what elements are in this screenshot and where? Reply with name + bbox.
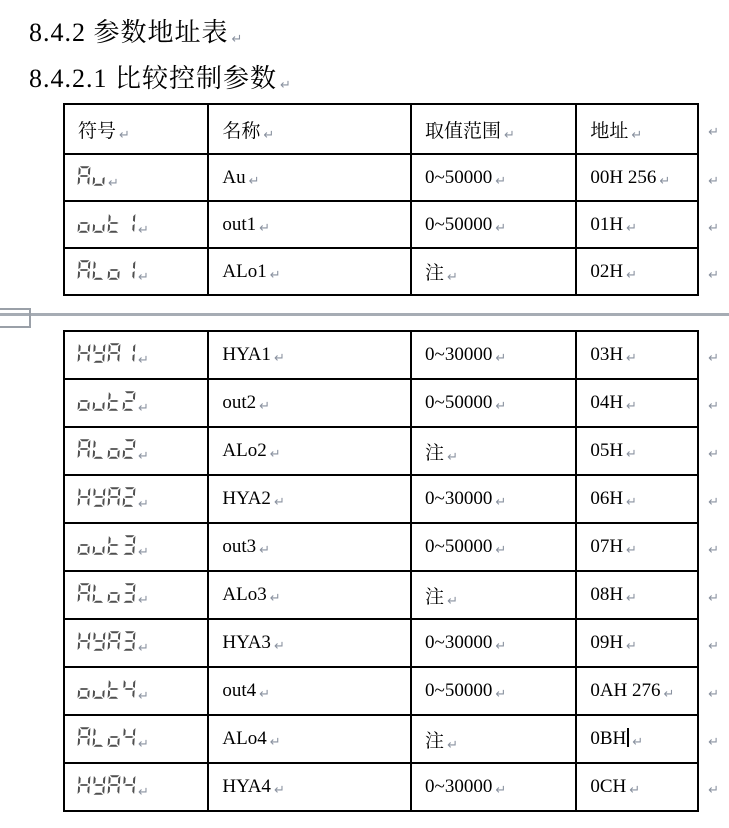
segment-char-Y <box>92 343 105 363</box>
segment-char-o <box>107 439 120 459</box>
paragraph-mark-icon: ↵ <box>504 127 515 143</box>
paragraph-mark-icon: ↵ <box>708 351 719 366</box>
segment-char-A <box>77 583 90 603</box>
paragraph-mark-icon: ↵ <box>629 783 641 798</box>
segment-char-Y <box>92 487 105 507</box>
paragraph-mark-icon: ↵ <box>263 127 275 143</box>
range-cell <box>411 379 576 427</box>
address-cell <box>576 523 698 571</box>
paragraph-mark-icon: ↵ <box>708 591 719 606</box>
address-cell <box>576 715 698 763</box>
paragraph-mark-icon: ↵ <box>269 735 281 750</box>
paragraph-mark-icon: ↵ <box>138 497 149 512</box>
address-text: 03H <box>590 344 624 365</box>
segment-char-t <box>107 679 120 699</box>
row-end-mark-cell <box>698 763 728 811</box>
segment-char-A <box>107 775 120 795</box>
paragraph-mark-icon: ↵ <box>708 543 719 558</box>
range-text: 注 <box>425 263 445 284</box>
row-end-mark-cell <box>698 715 728 763</box>
segment-char-u <box>92 535 105 555</box>
range-text: 0~30000 <box>425 488 493 509</box>
paragraph-mark-icon: ↵ <box>138 785 149 800</box>
text-cursor <box>627 728 629 747</box>
seven-segment-symbol <box>77 213 135 233</box>
segment-char-4 <box>122 727 135 747</box>
header-label: 符号 <box>78 120 117 142</box>
paragraph-mark-icon: ↵ <box>663 687 675 702</box>
paragraph-mark-icon: ↵ <box>269 591 281 606</box>
name-text: ALo3 <box>222 584 267 605</box>
symbol-cell <box>64 715 208 763</box>
address-text: 0BH <box>590 728 627 749</box>
row-end-mark-cell <box>698 201 728 248</box>
symbol-cell <box>64 201 208 248</box>
paragraph-mark-icon: ↵ <box>447 593 458 609</box>
address-text: 07H <box>590 536 624 557</box>
name-cell <box>208 331 411 379</box>
paragraph-mark-icon: ↵ <box>138 545 149 560</box>
range-cell <box>411 331 576 379</box>
name-cell <box>208 619 411 667</box>
seven-segment-symbol <box>77 775 135 795</box>
paragraph-mark-icon: ↵ <box>495 687 507 702</box>
paragraph-mark-icon: ↵ <box>632 735 644 750</box>
address-cell <box>576 379 698 427</box>
name-text: out2 <box>222 392 257 413</box>
name-cell <box>208 571 411 619</box>
paragraph-mark-icon: ↵ <box>495 220 507 236</box>
address-text: 08H <box>590 584 624 605</box>
paragraph-mark-icon: ↵ <box>259 399 271 414</box>
address-cell <box>576 667 698 715</box>
seven-segment-symbol <box>77 439 135 459</box>
table-row <box>64 619 728 667</box>
address-text: 02H <box>590 260 624 282</box>
seven-segment-symbol <box>77 583 135 603</box>
symbol-cell <box>64 619 208 667</box>
symbol-cell <box>64 523 208 571</box>
seven-segment-symbol <box>77 166 105 186</box>
header-row <box>64 104 728 154</box>
segment-char-A <box>77 439 90 459</box>
symbol-cell <box>64 331 208 379</box>
address-text: 0AH 276 <box>590 680 661 701</box>
segment-char-4 <box>122 775 135 795</box>
paragraph-mark-icon: ↵ <box>626 220 637 236</box>
name-cell <box>208 763 411 811</box>
seven-segment-symbol <box>77 260 135 280</box>
paragraph-mark-icon: ↵ <box>447 270 458 285</box>
row-end-mark-cell <box>698 331 728 379</box>
seven-segment-symbol <box>77 727 135 747</box>
seven-segment-symbol <box>77 631 135 651</box>
paragraph-mark-icon: ↵ <box>495 173 507 189</box>
range-cell <box>411 763 576 811</box>
symbol-cell <box>64 154 208 201</box>
name-text: Au <box>222 166 246 188</box>
paragraph-mark-icon: ↵ <box>269 267 281 283</box>
paragraph-mark-icon: ↵ <box>626 543 637 558</box>
paragraph-mark-icon: ↵ <box>495 543 507 558</box>
param-table-part1 <box>63 103 729 296</box>
symbol-cell <box>64 763 208 811</box>
paragraph-mark-icon: ↵ <box>626 267 637 283</box>
range-text: 0~50000 <box>425 166 493 188</box>
paragraph-mark-icon: ↵ <box>708 399 719 414</box>
paragraph-mark-icon: ↵ <box>138 641 149 656</box>
segment-char-L <box>92 260 105 280</box>
address-text: 05H <box>590 440 624 461</box>
segment-char-H <box>77 631 90 651</box>
paragraph-mark-icon: ↵ <box>273 639 285 654</box>
address-cell <box>576 331 698 379</box>
heading-text: 8.4.2.1 比较控制参数 <box>29 64 278 93</box>
heading-text: 8.4.2 参数地址表 <box>29 18 229 47</box>
range-text: 0~50000 <box>425 392 493 413</box>
range-cell <box>411 619 576 667</box>
segment-char-A <box>77 166 90 186</box>
seven-segment-symbol <box>77 679 135 699</box>
segment-char-H <box>77 343 90 363</box>
range-text: 注 <box>425 730 445 752</box>
paragraph-mark-icon: ↵ <box>708 783 719 798</box>
name-text: ALo2 <box>222 440 267 461</box>
paragraph-mark-icon: ↵ <box>138 689 149 704</box>
header-cell-symbol <box>64 104 208 154</box>
paragraph-mark-icon: ↵ <box>495 399 507 414</box>
page-margin-box-icon <box>0 308 31 328</box>
table-row <box>64 379 728 427</box>
table-row <box>64 715 728 763</box>
paragraph-mark-icon: ↵ <box>708 220 719 236</box>
segment-char-o <box>77 679 90 699</box>
seven-segment-symbol <box>77 391 135 411</box>
header-cell-name <box>208 104 411 154</box>
table-row <box>64 571 728 619</box>
name-text: ALo1 <box>222 260 267 282</box>
segment-char-u <box>92 166 105 186</box>
range-text: 注 <box>425 442 445 464</box>
address-cell <box>576 571 698 619</box>
header-label: 地址 <box>590 120 629 142</box>
range-cell <box>411 427 576 475</box>
name-cell <box>208 379 411 427</box>
table-body-part2 <box>64 331 728 811</box>
name-text: ALo4 <box>222 728 267 749</box>
symbol-cell <box>64 571 208 619</box>
paragraph-mark-icon: ↵ <box>495 783 507 798</box>
table-row <box>64 523 728 571</box>
row-end-mark-cell <box>698 619 728 667</box>
row-end-mark-cell <box>698 571 728 619</box>
range-text: 0~30000 <box>425 344 493 365</box>
range-cell <box>411 248 576 295</box>
address-text: 01H <box>590 213 624 235</box>
row-end-mark-cell <box>698 248 728 295</box>
paragraph-mark-icon: ↵ <box>626 495 637 510</box>
header-cell-range <box>411 104 576 154</box>
header-label: 取值范围 <box>425 120 502 142</box>
segment-char-1 <box>122 213 135 233</box>
table-body-part1 <box>64 154 728 295</box>
symbol-cell <box>64 667 208 715</box>
table-row <box>64 248 728 295</box>
segment-char-3 <box>122 535 135 555</box>
table-row <box>64 475 728 523</box>
paragraph-mark-icon: ↵ <box>231 32 244 47</box>
symbol-cell <box>64 379 208 427</box>
paragraph-mark-icon: ↵ <box>708 639 719 654</box>
name-cell <box>208 667 411 715</box>
heading-section-842 <box>29 12 243 49</box>
paragraph-mark-icon: ↵ <box>138 269 149 285</box>
name-text: HYA2 <box>222 488 271 509</box>
name-cell <box>208 427 411 475</box>
table-row <box>64 201 728 248</box>
segment-char-2 <box>122 487 135 507</box>
address-text: 0CH <box>590 776 627 797</box>
paragraph-mark-icon: ↵ <box>626 351 637 366</box>
range-text: 0~50000 <box>425 213 493 235</box>
segment-char-A <box>107 631 120 651</box>
range-text: 0~30000 <box>425 776 493 797</box>
row-end-mark-cell <box>698 154 728 201</box>
segment-char-L <box>92 727 105 747</box>
segment-char-L <box>92 439 105 459</box>
address-cell <box>576 427 698 475</box>
name-cell <box>208 248 411 295</box>
range-cell <box>411 201 576 248</box>
name-text: out1 <box>222 213 257 235</box>
name-text: out4 <box>222 680 257 701</box>
heading-section-8421 <box>29 58 292 95</box>
address-text: 06H <box>590 488 624 509</box>
row-end-mark-cell <box>698 667 728 715</box>
row-end-mark-cell <box>698 427 728 475</box>
paragraph-mark-icon: ↵ <box>447 449 458 465</box>
symbol-cell <box>64 248 208 295</box>
range-cell <box>411 715 576 763</box>
row-end-mark-cell <box>698 523 728 571</box>
name-text: HYA3 <box>222 632 271 653</box>
paragraph-mark-icon: ↵ <box>138 353 149 368</box>
header-label: 名称 <box>222 120 261 142</box>
paragraph-mark-icon: ↵ <box>273 783 285 798</box>
table-row <box>64 667 728 715</box>
paragraph-mark-icon: ↵ <box>273 495 285 510</box>
segment-char-2 <box>122 391 135 411</box>
range-text: 0~30000 <box>425 632 493 653</box>
segment-char-o <box>107 583 120 603</box>
symbol-cell <box>64 475 208 523</box>
segment-char-3 <box>122 631 135 651</box>
table-row <box>64 763 728 811</box>
table-row <box>64 427 728 475</box>
name-cell <box>208 475 411 523</box>
segment-char-1 <box>122 343 135 363</box>
seven-segment-symbol <box>77 487 135 507</box>
segment-char-u <box>92 679 105 699</box>
address-cell <box>576 154 698 201</box>
paragraph-mark-icon: ↵ <box>248 173 260 189</box>
header-cell-address <box>576 104 698 154</box>
paragraph-mark-icon: ↵ <box>708 267 719 283</box>
address-text: 04H <box>590 392 624 413</box>
address-cell <box>576 475 698 523</box>
paragraph-mark-icon: ↵ <box>708 447 719 462</box>
range-cell <box>411 154 576 201</box>
range-cell <box>411 475 576 523</box>
segment-char-A <box>107 487 120 507</box>
segment-char-2 <box>122 439 135 459</box>
segment-char-4 <box>122 679 135 699</box>
row-end-mark-icon: ↵ <box>708 125 719 140</box>
paragraph-mark-icon: ↵ <box>495 351 507 366</box>
paragraph-mark-icon: ↵ <box>447 737 458 753</box>
paragraph-mark-icon: ↵ <box>119 127 130 143</box>
paragraph-mark-icon: ↵ <box>626 639 637 654</box>
paragraph-mark-icon: ↵ <box>495 639 507 654</box>
name-cell <box>208 201 411 248</box>
seven-segment-symbol <box>77 343 135 363</box>
page-break-line-icon <box>0 313 729 316</box>
address-text: 09H <box>590 632 624 653</box>
address-cell <box>576 763 698 811</box>
segment-char-o <box>77 213 90 233</box>
range-text: 0~50000 <box>425 536 493 557</box>
row-end-mark-cell <box>698 379 728 427</box>
name-cell <box>208 715 411 763</box>
segment-char-H <box>77 487 90 507</box>
segment-char-A <box>77 260 90 280</box>
address-cell <box>576 248 698 295</box>
name-cell <box>208 523 411 571</box>
segment-char-t <box>107 535 120 555</box>
paragraph-mark-icon: ↵ <box>495 495 507 510</box>
paragraph-mark-icon: ↵ <box>626 399 637 414</box>
segment-char-o <box>107 260 120 280</box>
paragraph-mark-icon: ↵ <box>273 351 285 366</box>
paragraph-mark-icon: ↵ <box>708 173 719 189</box>
name-text: HYA4 <box>222 776 271 797</box>
paragraph-mark-icon: ↵ <box>259 220 271 236</box>
segment-char-A <box>77 727 90 747</box>
paragraph-mark-icon: ↵ <box>138 593 149 608</box>
paragraph-mark-icon: ↵ <box>259 687 271 702</box>
paragraph-mark-icon: ↵ <box>138 401 149 416</box>
paragraph-mark-icon: ↵ <box>626 591 637 606</box>
segment-char-u <box>92 213 105 233</box>
range-cell <box>411 667 576 715</box>
address-cell <box>576 619 698 667</box>
segment-char-A <box>107 343 120 363</box>
name-text: HYA1 <box>222 344 271 365</box>
address-text: 00H 256 <box>590 166 657 188</box>
paragraph-mark-icon: ↵ <box>708 687 719 702</box>
segment-char-o <box>77 535 90 555</box>
paragraph-mark-icon: ↵ <box>280 78 292 93</box>
range-cell <box>411 571 576 619</box>
paragraph-mark-icon: ↵ <box>631 127 643 143</box>
address-cell <box>576 201 698 248</box>
range-cell <box>411 523 576 571</box>
paragraph-mark-icon: ↵ <box>108 175 119 191</box>
range-text: 注 <box>425 586 445 608</box>
table-row <box>64 154 728 201</box>
table-row <box>64 331 728 379</box>
segment-char-Y <box>92 775 105 795</box>
name-text: out3 <box>222 536 257 557</box>
param-table-part2 <box>63 330 729 812</box>
paragraph-mark-icon: ↵ <box>138 737 149 752</box>
paragraph-mark-icon: ↵ <box>659 173 671 189</box>
paragraph-mark-icon: ↵ <box>138 449 149 464</box>
symbol-cell <box>64 427 208 475</box>
paragraph-mark-icon: ↵ <box>708 735 719 750</box>
segment-char-o <box>107 727 120 747</box>
range-text: 0~50000 <box>425 680 493 701</box>
segment-char-L <box>92 583 105 603</box>
segment-char-H <box>77 775 90 795</box>
segment-char-u <box>92 391 105 411</box>
seven-segment-symbol <box>77 535 135 555</box>
segment-char-Y <box>92 631 105 651</box>
paragraph-mark-icon: ↵ <box>626 447 637 462</box>
paragraph-mark-icon: ↵ <box>269 447 281 462</box>
name-cell <box>208 154 411 201</box>
row-end-mark-cell <box>698 104 728 154</box>
paragraph-mark-icon: ↵ <box>259 543 271 558</box>
segment-char-3 <box>122 583 135 603</box>
segment-char-t <box>107 213 120 233</box>
row-end-mark-cell <box>698 475 728 523</box>
segment-char-t <box>107 391 120 411</box>
segment-char-o <box>77 391 90 411</box>
paragraph-mark-icon: ↵ <box>138 222 149 238</box>
segment-char-1 <box>122 260 135 280</box>
paragraph-mark-icon: ↵ <box>708 495 719 510</box>
